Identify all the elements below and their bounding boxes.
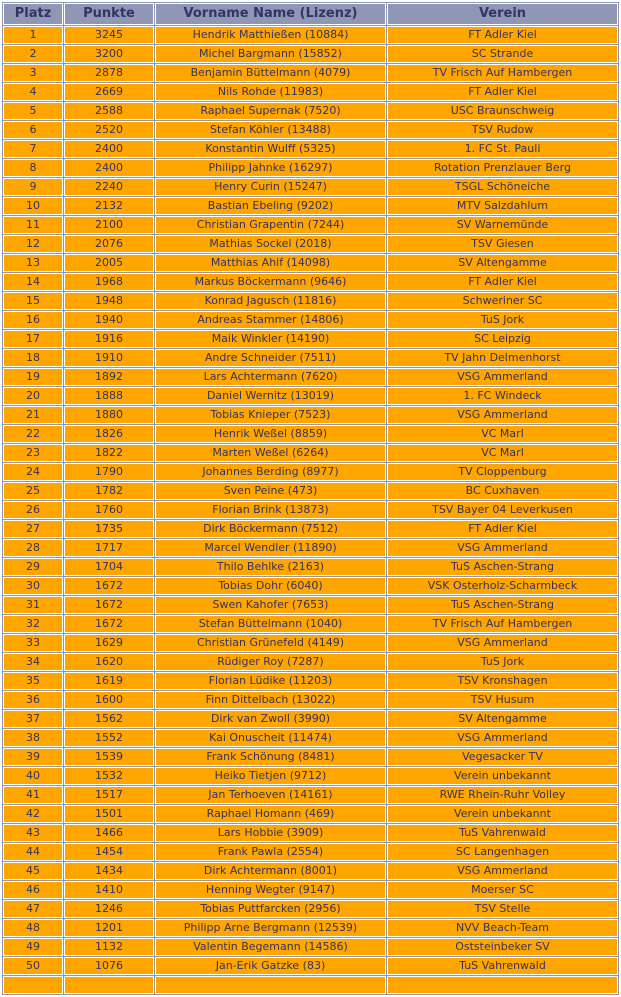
cell-punkte <box>64 976 154 994</box>
cell-punkte: 2588 <box>64 102 154 120</box>
cell-punkte: 1629 <box>64 634 154 652</box>
cell-name: Nils Rohde (11983) <box>155 83 386 101</box>
column-header-platz: Platz <box>3 3 63 25</box>
cell-platz: 7 <box>3 140 63 158</box>
cell-name: Johannes Berding (8977) <box>155 463 386 481</box>
column-header-punkte: Punkte <box>64 3 154 25</box>
cell-punkte: 1132 <box>64 938 154 956</box>
table-row <box>3 102 618 120</box>
cell-platz: 1 <box>3 26 63 44</box>
table-row <box>3 577 618 595</box>
cell-name: Henning Wegter (9147) <box>155 881 386 899</box>
cell-name: Swen Kahofer (7653) <box>155 596 386 614</box>
table-row <box>3 900 618 918</box>
cell-punkte: 1076 <box>64 957 154 975</box>
cell-punkte: 1619 <box>64 672 154 690</box>
cell-name: Andre Schneider (7511) <box>155 349 386 367</box>
cell-name: Florian Lüdike (11203) <box>155 672 386 690</box>
cell-verein: MTV Salzdahlum <box>387 197 618 215</box>
cell-punkte: 1532 <box>64 767 154 785</box>
cell-verein: FT Adler Kiel <box>387 83 618 101</box>
cell-punkte: 1916 <box>64 330 154 348</box>
table-row <box>3 463 618 481</box>
cell-verein: TuS Aschen-Strang <box>387 558 618 576</box>
table-row <box>3 64 618 82</box>
cell-platz: 22 <box>3 425 63 443</box>
cell-name: Raphael Homann (469) <box>155 805 386 823</box>
cell-verein <box>387 976 618 994</box>
cell-verein: Rotation Prenzlauer Berg <box>387 159 618 177</box>
table-row <box>3 235 618 253</box>
cell-punkte: 1888 <box>64 387 154 405</box>
cell-platz: 45 <box>3 862 63 880</box>
table-row <box>3 311 618 329</box>
cell-verein: VSG Ammerland <box>387 729 618 747</box>
table-row <box>3 216 618 234</box>
table-body <box>3 26 618 994</box>
cell-name: Stefan Köhler (13488) <box>155 121 386 139</box>
cell-name: Bastian Ebeling (9202) <box>155 197 386 215</box>
cell-name: Tobias Puttfarcken (2956) <box>155 900 386 918</box>
cell-verein: FT Adler Kiel <box>387 520 618 538</box>
table-row <box>3 368 618 386</box>
cell-verein: VC Marl <box>387 444 618 462</box>
cell-verein: TV Frisch Auf Hambergen <box>387 615 618 633</box>
table-row <box>3 349 618 367</box>
cell-punkte: 1704 <box>64 558 154 576</box>
cell-verein: SC Strande <box>387 45 618 63</box>
cell-platz: 14 <box>3 273 63 291</box>
cell-verein: FT Adler Kiel <box>387 273 618 291</box>
cell-name: Markus Böckermann (9646) <box>155 273 386 291</box>
cell-name: Marten Weßel (6264) <box>155 444 386 462</box>
cell-name: Andreas Stammer (14806) <box>155 311 386 329</box>
cell-verein: SV Altengamme <box>387 710 618 728</box>
table-row <box>3 615 618 633</box>
cell-name: Finn Dittelbach (13022) <box>155 691 386 709</box>
cell-name: Frank Schönung (8481) <box>155 748 386 766</box>
cell-verein: TuS Jork <box>387 653 618 671</box>
cell-punkte: 2878 <box>64 64 154 82</box>
table-row <box>3 45 618 63</box>
cell-punkte: 1790 <box>64 463 154 481</box>
cell-platz: 19 <box>3 368 63 386</box>
table-row <box>3 387 618 405</box>
cell-punkte: 2005 <box>64 254 154 272</box>
cell-verein: TV Frisch Auf Hambergen <box>387 64 618 82</box>
cell-punkte: 1562 <box>64 710 154 728</box>
cell-platz: 2 <box>3 45 63 63</box>
cell-verein: TV Jahn Delmenhorst <box>387 349 618 367</box>
table-row <box>3 121 618 139</box>
table-row <box>3 140 618 158</box>
cell-platz: 11 <box>3 216 63 234</box>
cell-punkte: 1410 <box>64 881 154 899</box>
cell-name: Jan-Erik Gatzke (83) <box>155 957 386 975</box>
cell-verein: TuS Vahrenwald <box>387 957 618 975</box>
table-row <box>3 197 618 215</box>
cell-punkte: 2669 <box>64 83 154 101</box>
table-row <box>3 406 618 424</box>
cell-verein: VSG Ammerland <box>387 862 618 880</box>
cell-verein: TV Cloppenburg <box>387 463 618 481</box>
table-row <box>3 862 618 880</box>
cell-name: Konstantin Wulff (5325) <box>155 140 386 158</box>
cell-platz: 20 <box>3 387 63 405</box>
cell-name: Christian Grapentin (7244) <box>155 216 386 234</box>
cell-name: Lars Hobbie (3909) <box>155 824 386 842</box>
table-row <box>3 254 618 272</box>
cell-name <box>155 976 386 994</box>
table-row <box>3 691 618 709</box>
cell-verein: VSG Ammerland <box>387 634 618 652</box>
cell-name: Stefan Büttelmann (1040) <box>155 615 386 633</box>
cell-verein: TSV Husum <box>387 691 618 709</box>
cell-verein: SC Leipzig <box>387 330 618 348</box>
cell-platz: 4 <box>3 83 63 101</box>
table-row <box>3 843 618 861</box>
cell-punkte: 1735 <box>64 520 154 538</box>
cell-platz: 21 <box>3 406 63 424</box>
cell-verein: TSV Giesen <box>387 235 618 253</box>
cell-verein: VSG Ammerland <box>387 368 618 386</box>
cell-name: Frank Pawla (2554) <box>155 843 386 861</box>
cell-name: Christian Grünefeld (4149) <box>155 634 386 652</box>
cell-platz: 43 <box>3 824 63 842</box>
cell-name: Maik Winkler (14190) <box>155 330 386 348</box>
table-row <box>3 767 618 785</box>
table-row <box>3 729 618 747</box>
cell-platz: 25 <box>3 482 63 500</box>
table-row-partial <box>3 976 618 994</box>
cell-name: Valentin Begemann (14586) <box>155 938 386 956</box>
cell-verein: Schweriner SC <box>387 292 618 310</box>
cell-verein: TuS Jork <box>387 311 618 329</box>
cell-platz: 24 <box>3 463 63 481</box>
column-header-name: Vorname Name (Lizenz) <box>155 3 386 25</box>
cell-platz: 41 <box>3 786 63 804</box>
cell-punkte: 1434 <box>64 862 154 880</box>
table-row <box>3 520 618 538</box>
cell-punkte: 1517 <box>64 786 154 804</box>
cell-platz: 28 <box>3 539 63 557</box>
cell-punkte: 2400 <box>64 159 154 177</box>
cell-punkte: 2240 <box>64 178 154 196</box>
cell-platz: 42 <box>3 805 63 823</box>
cell-name: Michel Bargmann (15852) <box>155 45 386 63</box>
cell-punkte: 3200 <box>64 45 154 63</box>
cell-verein: SV Altengamme <box>387 254 618 272</box>
table-row <box>3 805 618 823</box>
cell-platz: 13 <box>3 254 63 272</box>
cell-punkte: 1501 <box>64 805 154 823</box>
cell-verein: Vegesacker TV <box>387 748 618 766</box>
table-row <box>3 653 618 671</box>
cell-platz: 38 <box>3 729 63 747</box>
cell-verein: TSV Kronshagen <box>387 672 618 690</box>
ranking-table <box>2 2 619 995</box>
cell-punkte: 1466 <box>64 824 154 842</box>
cell-name: Florian Brink (13873) <box>155 501 386 519</box>
cell-platz: 32 <box>3 615 63 633</box>
cell-name: Hendrik Matthießen (10884) <box>155 26 386 44</box>
cell-punkte: 1672 <box>64 615 154 633</box>
cell-name: Marcel Wendler (11890) <box>155 539 386 557</box>
cell-verein: TuS Vahrenwald <box>387 824 618 842</box>
table-row <box>3 634 618 652</box>
cell-platz: 47 <box>3 900 63 918</box>
cell-platz: 33 <box>3 634 63 652</box>
cell-name: Sven Peine (473) <box>155 482 386 500</box>
cell-verein: Moerser SC <box>387 881 618 899</box>
cell-verein: BC Cuxhaven <box>387 482 618 500</box>
table-row <box>3 178 618 196</box>
table-row <box>3 881 618 899</box>
table-row <box>3 596 618 614</box>
cell-name: Henrik Weßel (8859) <box>155 425 386 443</box>
cell-name: Raphael Supernak (7520) <box>155 102 386 120</box>
cell-platz <box>3 976 63 994</box>
cell-punkte: 1201 <box>64 919 154 937</box>
cell-verein: USC Braunschweig <box>387 102 618 120</box>
cell-verein: 1. FC St. Pauli <box>387 140 618 158</box>
cell-punkte: 1822 <box>64 444 154 462</box>
cell-platz: 10 <box>3 197 63 215</box>
cell-verein: TSGL Schöneiche <box>387 178 618 196</box>
cell-name: Thilo Behlke (2163) <box>155 558 386 576</box>
cell-punkte: 1968 <box>64 273 154 291</box>
cell-platz: 34 <box>3 653 63 671</box>
table-row <box>3 710 618 728</box>
cell-punkte: 1246 <box>64 900 154 918</box>
table-row <box>3 748 618 766</box>
cell-platz: 48 <box>3 919 63 937</box>
cell-punkte: 1782 <box>64 482 154 500</box>
cell-verein: RWE Rhein-Ruhr Volley <box>387 786 618 804</box>
cell-punkte: 1717 <box>64 539 154 557</box>
table-row <box>3 672 618 690</box>
cell-platz: 9 <box>3 178 63 196</box>
cell-verein: Verein unbekannt <box>387 767 618 785</box>
column-header-verein: Verein <box>387 3 618 25</box>
table-row <box>3 26 618 44</box>
cell-platz: 31 <box>3 596 63 614</box>
table-row <box>3 938 618 956</box>
cell-platz: 17 <box>3 330 63 348</box>
cell-punkte: 2400 <box>64 140 154 158</box>
table-row <box>3 824 618 842</box>
cell-name: Tobias Dohr (6040) <box>155 577 386 595</box>
cell-punkte: 2076 <box>64 235 154 253</box>
cell-platz: 36 <box>3 691 63 709</box>
cell-platz: 30 <box>3 577 63 595</box>
cell-punkte: 1940 <box>64 311 154 329</box>
cell-name: Dirk Böckermann (7512) <box>155 520 386 538</box>
cell-verein: TuS Aschen-Strang <box>387 596 618 614</box>
cell-name: Henry Curin (15247) <box>155 178 386 196</box>
cell-platz: 5 <box>3 102 63 120</box>
cell-platz: 8 <box>3 159 63 177</box>
cell-platz: 29 <box>3 558 63 576</box>
cell-platz: 40 <box>3 767 63 785</box>
table-row <box>3 444 618 462</box>
cell-platz: 23 <box>3 444 63 462</box>
cell-punkte: 2100 <box>64 216 154 234</box>
cell-verein: VSG Ammerland <box>387 539 618 557</box>
cell-punkte: 1880 <box>64 406 154 424</box>
cell-punkte: 1552 <box>64 729 154 747</box>
cell-punkte: 1760 <box>64 501 154 519</box>
cell-name: Tobias Knieper (7523) <box>155 406 386 424</box>
cell-verein: TSV Bayer 04 Leverkusen <box>387 501 618 519</box>
cell-name: Heiko Tietjen (9712) <box>155 767 386 785</box>
cell-verein: SV Warnemünde <box>387 216 618 234</box>
cell-punkte: 2132 <box>64 197 154 215</box>
cell-punkte: 2520 <box>64 121 154 139</box>
cell-platz: 26 <box>3 501 63 519</box>
table-row <box>3 539 618 557</box>
cell-platz: 39 <box>3 748 63 766</box>
cell-verein: TSV Rudow <box>387 121 618 139</box>
cell-punkte: 1539 <box>64 748 154 766</box>
table-row <box>3 159 618 177</box>
cell-name: Philipp Arne Bergmann (12539) <box>155 919 386 937</box>
table-row <box>3 292 618 310</box>
cell-name: Lars Achtermann (7620) <box>155 368 386 386</box>
cell-name: Philipp Jahnke (16297) <box>155 159 386 177</box>
cell-platz: 50 <box>3 957 63 975</box>
cell-punkte: 1948 <box>64 292 154 310</box>
table-row <box>3 425 618 443</box>
cell-verein: VSK Osterholz-Scharmbeck <box>387 577 618 595</box>
cell-platz: 27 <box>3 520 63 538</box>
cell-name: Jan Terhoeven (14161) <box>155 786 386 804</box>
cell-name: Kai Onuscheit (11474) <box>155 729 386 747</box>
cell-verein: Verein unbekannt <box>387 805 618 823</box>
cell-verein: VC Marl <box>387 425 618 443</box>
table-row <box>3 273 618 291</box>
cell-name: Matthias Ahlf (14098) <box>155 254 386 272</box>
cell-punkte: 1672 <box>64 577 154 595</box>
cell-punkte: 1892 <box>64 368 154 386</box>
cell-platz: 12 <box>3 235 63 253</box>
cell-platz: 49 <box>3 938 63 956</box>
table-row <box>3 919 618 937</box>
header-row <box>3 3 618 25</box>
cell-name: Konrad Jagusch (11816) <box>155 292 386 310</box>
table-row <box>3 957 618 975</box>
cell-platz: 35 <box>3 672 63 690</box>
cell-platz: 37 <box>3 710 63 728</box>
table-row <box>3 330 618 348</box>
table-row <box>3 501 618 519</box>
cell-punkte: 1600 <box>64 691 154 709</box>
cell-verein: 1. FC Windeck <box>387 387 618 405</box>
cell-platz: 46 <box>3 881 63 899</box>
cell-punkte: 1620 <box>64 653 154 671</box>
table-row <box>3 482 618 500</box>
table-row <box>3 83 618 101</box>
cell-punkte: 1454 <box>64 843 154 861</box>
cell-verein: TSV Stelle <box>387 900 618 918</box>
cell-name: Dirk Achtermann (8001) <box>155 862 386 880</box>
cell-platz: 16 <box>3 311 63 329</box>
cell-punkte: 3245 <box>64 26 154 44</box>
cell-name: Mathias Sockel (2018) <box>155 235 386 253</box>
cell-punkte: 1826 <box>64 425 154 443</box>
table-row <box>3 558 618 576</box>
cell-punkte: 1672 <box>64 596 154 614</box>
cell-name: Benjamin Büttelmann (4079) <box>155 64 386 82</box>
table-row <box>3 786 618 804</box>
cell-name: Rüdiger Roy (7287) <box>155 653 386 671</box>
cell-verein: FT Adler Kiel <box>387 26 618 44</box>
cell-punkte: 1910 <box>64 349 154 367</box>
cell-verein: Oststeinbeker SV <box>387 938 618 956</box>
cell-verein: VSG Ammerland <box>387 406 618 424</box>
cell-verein: NVV Beach-Team <box>387 919 618 937</box>
cell-name: Dirk van Zwoll (3990) <box>155 710 386 728</box>
cell-platz: 18 <box>3 349 63 367</box>
cell-platz: 44 <box>3 843 63 861</box>
cell-name: Daniel Wernitz (13019) <box>155 387 386 405</box>
cell-platz: 6 <box>3 121 63 139</box>
cell-platz: 3 <box>3 64 63 82</box>
cell-verein: SC Langenhagen <box>387 843 618 861</box>
cell-platz: 15 <box>3 292 63 310</box>
